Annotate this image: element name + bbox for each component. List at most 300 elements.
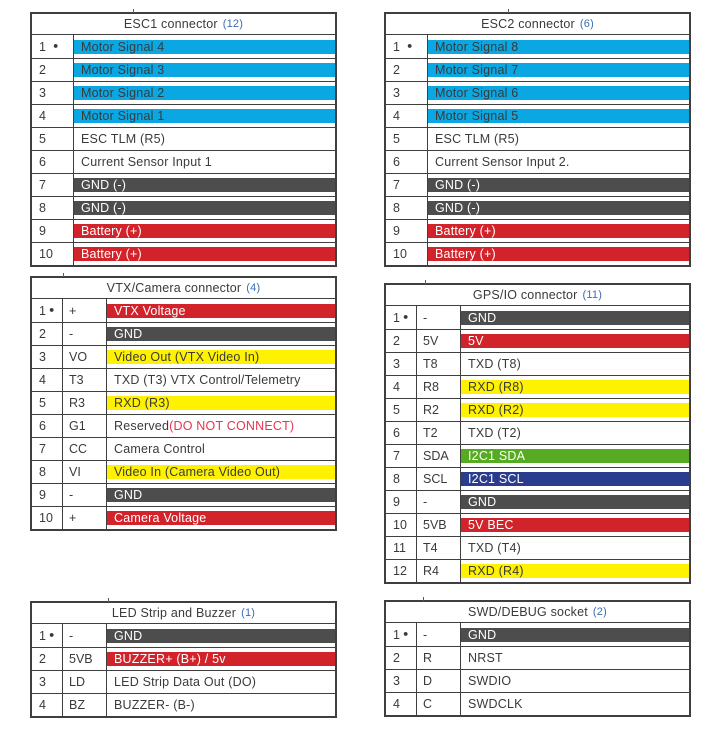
pin-label-cell: LD <box>63 671 107 693</box>
pin-function-cell <box>107 671 335 693</box>
pin-number-cell <box>386 468 417 490</box>
pin-function-cell <box>107 648 335 670</box>
pin-function-cell <box>428 174 689 196</box>
pin-number-cell <box>32 151 74 173</box>
pin-function-cell <box>428 128 689 150</box>
pin-number-cell <box>386 35 428 58</box>
pin-function-text: GND <box>468 627 497 642</box>
pin-number-cell <box>32 415 63 437</box>
pin-number-cell <box>32 59 74 81</box>
connector-title-text: ESC1 connector <box>123 17 218 31</box>
connector-pin-count: (1) <box>241 607 256 619</box>
pin-function-fill <box>428 247 689 261</box>
pin-row-9 <box>386 490 689 513</box>
pin-number: 3 <box>39 675 46 689</box>
pin-function-text: Current Sensor Input 1 <box>81 155 212 169</box>
pin-function-cell <box>428 151 689 173</box>
pin-function-cell <box>461 445 689 467</box>
pin-number-cell <box>32 438 63 460</box>
pin-function-text: SWDCLK <box>468 697 523 711</box>
pin-function-fill <box>461 541 689 555</box>
pin-number: 4 <box>393 109 400 123</box>
pin-row-4 <box>386 104 689 127</box>
pin-row-4 <box>32 693 335 716</box>
connector-pin-count: (11) <box>582 289 603 301</box>
pin-function-text: Motor Signal 7 <box>435 63 519 77</box>
pin-number: 3 <box>393 86 400 100</box>
pin-function-cell <box>74 174 335 196</box>
pin-row-1 <box>386 623 689 646</box>
pin-number-cell <box>386 693 417 715</box>
pin-number: 10 <box>393 518 407 532</box>
pin-row-6 <box>386 150 689 173</box>
pin-number: 3 <box>39 350 46 364</box>
pin-number: 11 <box>393 541 406 555</box>
pin-function-text: TXD (T8) <box>468 357 521 371</box>
pin1-marker-icon: ● <box>52 40 59 51</box>
pin-function-fill <box>107 698 335 712</box>
pin-function-text: Camera Voltage <box>114 511 207 525</box>
pin-row-12 <box>386 559 689 582</box>
pin-row-5 <box>386 398 689 421</box>
pin-label-cell: R4 <box>417 560 461 582</box>
pin-row-2 <box>32 322 335 345</box>
pin-function-text: Camera Control <box>114 442 206 456</box>
pin-label-cell: C <box>417 693 461 715</box>
pin-function-cell <box>74 128 335 150</box>
pin-function-fill <box>107 442 335 456</box>
pin-function-text: Battery (+) <box>81 224 142 238</box>
pin-function-text: GND (-) <box>81 201 127 215</box>
pin-row-3 <box>32 345 335 368</box>
pin-number: 4 <box>39 373 46 387</box>
pin-number: 9 <box>393 495 400 509</box>
pin-number-cell <box>386 399 417 421</box>
pin-label-cell: 5VB <box>63 648 107 670</box>
connector-title-text: SWD/DEBUG socket <box>468 605 588 619</box>
pin-row-11 <box>386 536 689 559</box>
pin-function-fill <box>461 651 689 665</box>
pin-number: 8 <box>39 201 46 215</box>
pin-number: 2 <box>39 652 46 666</box>
pin-function-cell <box>428 82 689 104</box>
pin-label-cell: R <box>417 647 461 669</box>
pin-row-7 <box>32 437 335 460</box>
pin-number-cell <box>386 623 417 646</box>
pin-function-text: GND <box>468 495 497 509</box>
connector-pin-count: (2) <box>592 606 607 618</box>
pin-row-7 <box>32 173 335 196</box>
pin-function-text: VTX Voltage <box>114 303 186 318</box>
pin-function-cell <box>74 243 335 265</box>
pin-function-fill <box>74 86 335 100</box>
pin-number-cell <box>32 220 74 242</box>
pin-function-text: RXD (R2) <box>468 403 524 417</box>
pin-number: 9 <box>39 224 46 238</box>
pin-function-fill <box>461 518 689 532</box>
pin-number: 8 <box>393 472 400 486</box>
pin-number: 2 <box>39 327 46 341</box>
pin-function-cell <box>461 647 689 669</box>
pin-function-text: LED Strip Data Out (DO) <box>114 675 257 689</box>
pin-number-cell <box>32 671 63 693</box>
pin-number: 9 <box>39 488 46 502</box>
pin-function-cell <box>428 105 689 127</box>
pin-function-text: GND <box>114 488 143 502</box>
pin-label-cell: T8 <box>417 353 461 375</box>
pin-row-8 <box>386 196 689 219</box>
pin1-marker-icon: ● <box>48 629 55 640</box>
connector-pin-count: (12) <box>222 18 244 30</box>
pin-number-cell <box>386 82 428 104</box>
pin-function-text: 5V <box>468 334 484 348</box>
pin-function-text: Motor Signal 1 <box>81 109 165 123</box>
pin-label-cell: 5VB <box>417 514 461 536</box>
pin-function-text: RXD (R3) <box>114 396 170 410</box>
pin-label-cell: - <box>63 323 107 345</box>
pin1-marker-icon: ● <box>406 40 413 51</box>
pin-function-fill <box>461 449 689 463</box>
pin-row-3 <box>386 81 689 104</box>
pin-row-10 <box>32 242 335 265</box>
pin-locator-tick <box>63 273 64 277</box>
pin-function-text: RXD (R4) <box>468 564 524 578</box>
pin-row-5 <box>32 391 335 414</box>
pin-function-fill <box>107 511 335 525</box>
pin-function-text: I2C1 SCL <box>468 472 524 486</box>
pin-number: 10 <box>39 247 53 261</box>
pin-function-fill <box>428 40 689 54</box>
pin-function-cell <box>107 346 335 368</box>
pin-number: 8 <box>393 201 400 215</box>
pin-row-9 <box>32 483 335 506</box>
pin-label-cell: CC <box>63 438 107 460</box>
pin-number-cell <box>386 128 428 150</box>
pin-row-3 <box>32 670 335 693</box>
pin-function-text: GND (-) <box>435 201 481 215</box>
pin-number-cell <box>32 299 63 322</box>
pin-number-cell <box>386 376 417 398</box>
pin1-marker-icon: ● <box>402 628 409 639</box>
pin-row-10 <box>32 506 335 529</box>
pin1-marker-icon: ● <box>402 311 409 322</box>
pin-function-cell <box>461 353 689 375</box>
pin-function-fill <box>74 178 335 192</box>
pin-function-fill <box>107 629 335 643</box>
pin-function-text: TXD (T3) VTX Control/Telemetry <box>114 373 301 387</box>
pin-row-4 <box>32 368 335 391</box>
pin-function-text: GND <box>468 310 497 325</box>
pin-function-cell <box>461 623 689 646</box>
pin-number: 5 <box>393 403 400 417</box>
pin-number: 10 <box>39 511 53 525</box>
pin-locator-tick <box>108 598 109 602</box>
pin-number-cell <box>32 392 63 414</box>
pin-number-cell <box>386 445 417 467</box>
pin-label-cell: + <box>63 507 107 529</box>
table-gps-io-connector <box>384 283 691 584</box>
pin-function-text: I2C1 SDA <box>468 449 526 463</box>
pin-function-cell <box>461 537 689 559</box>
pin-row-1 <box>386 306 689 329</box>
table-title <box>386 285 689 306</box>
pin-label-cell: - <box>63 624 107 647</box>
pin-function-text: GND (-) <box>435 178 481 192</box>
pin-number: 10 <box>393 247 407 261</box>
pin-function-fill <box>74 63 335 77</box>
pin-row-3 <box>386 352 689 375</box>
table-vtx-camera-connector <box>30 276 337 531</box>
pin-label-cell: R8 <box>417 376 461 398</box>
pin-function-cell <box>461 330 689 352</box>
pin-function-text: Motor Signal 3 <box>81 63 165 77</box>
pin-row-8 <box>386 467 689 490</box>
pin-function-cell <box>428 220 689 242</box>
pin-function-text: Battery (+) <box>435 224 496 238</box>
pin-row-7 <box>386 444 689 467</box>
pin-function-fill <box>74 224 335 238</box>
pin-function-fill <box>461 472 689 486</box>
pin-function-fill <box>428 201 689 215</box>
pin-number-cell <box>386 560 417 582</box>
pin-function-fill <box>107 350 335 364</box>
pin-function-text: Motor Signal 8 <box>435 39 519 54</box>
pin-function-cell <box>107 461 335 483</box>
pin-function-text: ESC TLM (R5) <box>81 132 166 146</box>
pin-function-text: Motor Signal 4 <box>81 39 165 54</box>
pin-number-cell <box>386 174 428 196</box>
pin-label-cell: T2 <box>417 422 461 444</box>
pin-function-cell <box>428 59 689 81</box>
pin-row-4 <box>386 692 689 715</box>
pin-number: 6 <box>393 426 400 440</box>
pin-function-fill <box>74 247 335 261</box>
pin-number: 7 <box>39 178 46 192</box>
pin-function-fill <box>428 63 689 77</box>
pin-function-text: TXD (T4) <box>468 541 521 555</box>
pin-function-cell <box>428 243 689 265</box>
pin-function-text: Motor Signal 2 <box>81 86 165 100</box>
pin-label-cell: G1 <box>63 415 107 437</box>
pin-number: 3 <box>393 357 400 371</box>
pin-row-7 <box>386 173 689 196</box>
pin-row-3 <box>32 81 335 104</box>
pin-label-cell: + <box>63 299 107 322</box>
pin-function-cell <box>428 35 689 58</box>
pin-row-10 <box>386 513 689 536</box>
pin-number-cell <box>32 648 63 670</box>
pin-locator-tick <box>508 9 509 13</box>
table-title <box>32 278 335 299</box>
pin-function-fill <box>107 652 335 666</box>
pin-label-cell: 5V <box>417 330 461 352</box>
pin-number-cell <box>386 647 417 669</box>
pin-label-cell: - <box>417 491 461 513</box>
pin-function-text: SWDIO <box>468 674 512 688</box>
pin-number: 2 <box>393 334 400 348</box>
pin-number: 3 <box>39 86 46 100</box>
pin-function-fill <box>107 304 335 318</box>
pin-function-cell <box>461 670 689 692</box>
pin-function-fill <box>107 419 335 433</box>
pin-row-8 <box>32 460 335 483</box>
pin-row-6 <box>32 414 335 437</box>
pin-label-cell: D <box>417 670 461 692</box>
pin-function-fill <box>428 132 689 146</box>
pin-function-text: Current Sensor Input 2. <box>435 155 570 169</box>
pin-number: 1 <box>39 628 46 643</box>
pin-function-cell <box>74 59 335 81</box>
pin-function-cell <box>461 514 689 536</box>
pin-number-cell <box>386 105 428 127</box>
pin-number: 8 <box>39 465 46 479</box>
pin-function-text: ESC TLM (R5) <box>435 132 520 146</box>
pin-function-cell <box>107 507 335 529</box>
pin-row-5 <box>32 127 335 150</box>
pin-number-cell <box>32 461 63 483</box>
pin-function-text: GND (-) <box>81 178 127 192</box>
pin-function-cell <box>461 376 689 398</box>
pin-number-cell <box>386 422 417 444</box>
pin-label-cell: - <box>63 484 107 506</box>
pin-number-cell <box>32 128 74 150</box>
pin-number: 6 <box>39 419 46 433</box>
pin-number-cell <box>386 670 417 692</box>
pin-number: 1 <box>39 303 46 318</box>
pin-row-3 <box>386 669 689 692</box>
pin-function-fill <box>74 132 335 146</box>
pin-label-cell: R3 <box>63 392 107 414</box>
pin-function-fill <box>428 155 689 169</box>
connector-title-text: LED Strip and Buzzer <box>111 606 237 620</box>
pin-function-text: Video Out (VTX Video In) <box>114 350 260 364</box>
pin-function-fill <box>461 697 689 711</box>
pin-function-fill <box>428 86 689 100</box>
pin-number: 2 <box>39 63 46 77</box>
pin-function-text: NRST <box>468 651 503 665</box>
pin-row-2 <box>386 58 689 81</box>
pin-function-cell <box>461 468 689 490</box>
pin-number-cell <box>32 35 74 58</box>
pin-function-fill <box>74 40 335 54</box>
pin-number-cell <box>32 484 63 506</box>
pin-function-fill <box>74 201 335 215</box>
pin-function-cell <box>107 323 335 345</box>
pin-function-fill <box>428 224 689 238</box>
pin-number-cell <box>32 507 63 529</box>
pin-label-cell: BZ <box>63 694 107 716</box>
pin-row-6 <box>32 150 335 173</box>
pin-label-cell: R2 <box>417 399 461 421</box>
do-not-connect-warning: (DO NOT CONNECT) <box>169 419 295 433</box>
pin-locator-tick <box>425 280 426 284</box>
pin-function-text: GND <box>114 327 143 341</box>
pin-function-fill <box>107 465 335 479</box>
pin-function-fill <box>461 564 689 578</box>
pin-locator-tick <box>423 597 424 601</box>
pin-number: 1 <box>393 627 400 642</box>
pin-row-4 <box>386 375 689 398</box>
pin-label-cell: - <box>417 623 461 646</box>
pin-function-cell <box>461 422 689 444</box>
pin-function-fill <box>461 380 689 394</box>
pin-function-text: Reserved <box>114 419 170 433</box>
pin-row-6 <box>386 421 689 444</box>
pin-function-fill <box>461 426 689 440</box>
pin-row-8 <box>32 196 335 219</box>
pin-function-fill <box>461 495 689 509</box>
pin-function-fill <box>74 109 335 123</box>
connector-pin-count: (6) <box>579 18 594 30</box>
pin-row-1 <box>32 299 335 322</box>
pin-number-cell <box>386 243 428 265</box>
pin-label-cell: - <box>417 306 461 329</box>
table-title <box>386 602 689 623</box>
pin-number-cell <box>386 151 428 173</box>
pin-number: 3 <box>393 674 400 688</box>
pin-function-text: Battery (+) <box>81 247 142 261</box>
pin-function-cell <box>107 624 335 647</box>
pin-number: 4 <box>39 698 46 712</box>
pin-label-cell: T3 <box>63 369 107 391</box>
pin-function-cell <box>107 694 335 716</box>
pin-function-text: Motor Signal 6 <box>435 86 519 100</box>
pin-function-cell <box>74 197 335 219</box>
pin-function-fill <box>107 396 335 410</box>
pin-label-cell: SDA <box>417 445 461 467</box>
pin-label-cell: VI <box>63 461 107 483</box>
pin-number-cell <box>32 624 63 647</box>
pin-function-cell <box>74 82 335 104</box>
pin-function-text: BUZZER+ (B+) / 5v <box>114 652 226 666</box>
pin-function-text: GND <box>114 628 143 643</box>
pin-row-9 <box>32 219 335 242</box>
pin-number-cell <box>32 369 63 391</box>
pin-function-cell <box>74 220 335 242</box>
pin-number-cell <box>32 197 74 219</box>
pin-function-fill <box>461 334 689 348</box>
pin-number-cell <box>386 330 417 352</box>
table-title <box>32 603 335 624</box>
pin-row-2 <box>386 329 689 352</box>
pin-function-cell <box>107 484 335 506</box>
pin-number-cell <box>386 220 428 242</box>
pin-number-cell <box>32 82 74 104</box>
table-esc2-connector <box>384 12 691 267</box>
pin-number-cell <box>32 174 74 196</box>
pin-number-cell <box>32 243 74 265</box>
pin1-marker-icon: ● <box>48 304 55 315</box>
pin-function-text: Battery (+) <box>435 247 496 261</box>
pin-number: 5 <box>39 132 46 146</box>
pin-row-1 <box>386 35 689 58</box>
pin-row-5 <box>386 127 689 150</box>
table-title <box>32 14 335 35</box>
pin-number: 7 <box>39 442 46 456</box>
pin-number: 2 <box>393 651 400 665</box>
pin-number-cell <box>32 323 63 345</box>
pin-function-text: Motor Signal 5 <box>435 109 519 123</box>
pin-function-cell <box>461 693 689 715</box>
pin-function-fill <box>461 674 689 688</box>
pin-function-fill <box>107 488 335 502</box>
pin-row-1 <box>32 624 335 647</box>
pin-function-fill <box>107 373 335 387</box>
pin-label-cell: SCL <box>417 468 461 490</box>
table-esc1-connector <box>30 12 337 267</box>
pin-number: 2 <box>393 63 400 77</box>
pin-function-cell <box>74 35 335 58</box>
